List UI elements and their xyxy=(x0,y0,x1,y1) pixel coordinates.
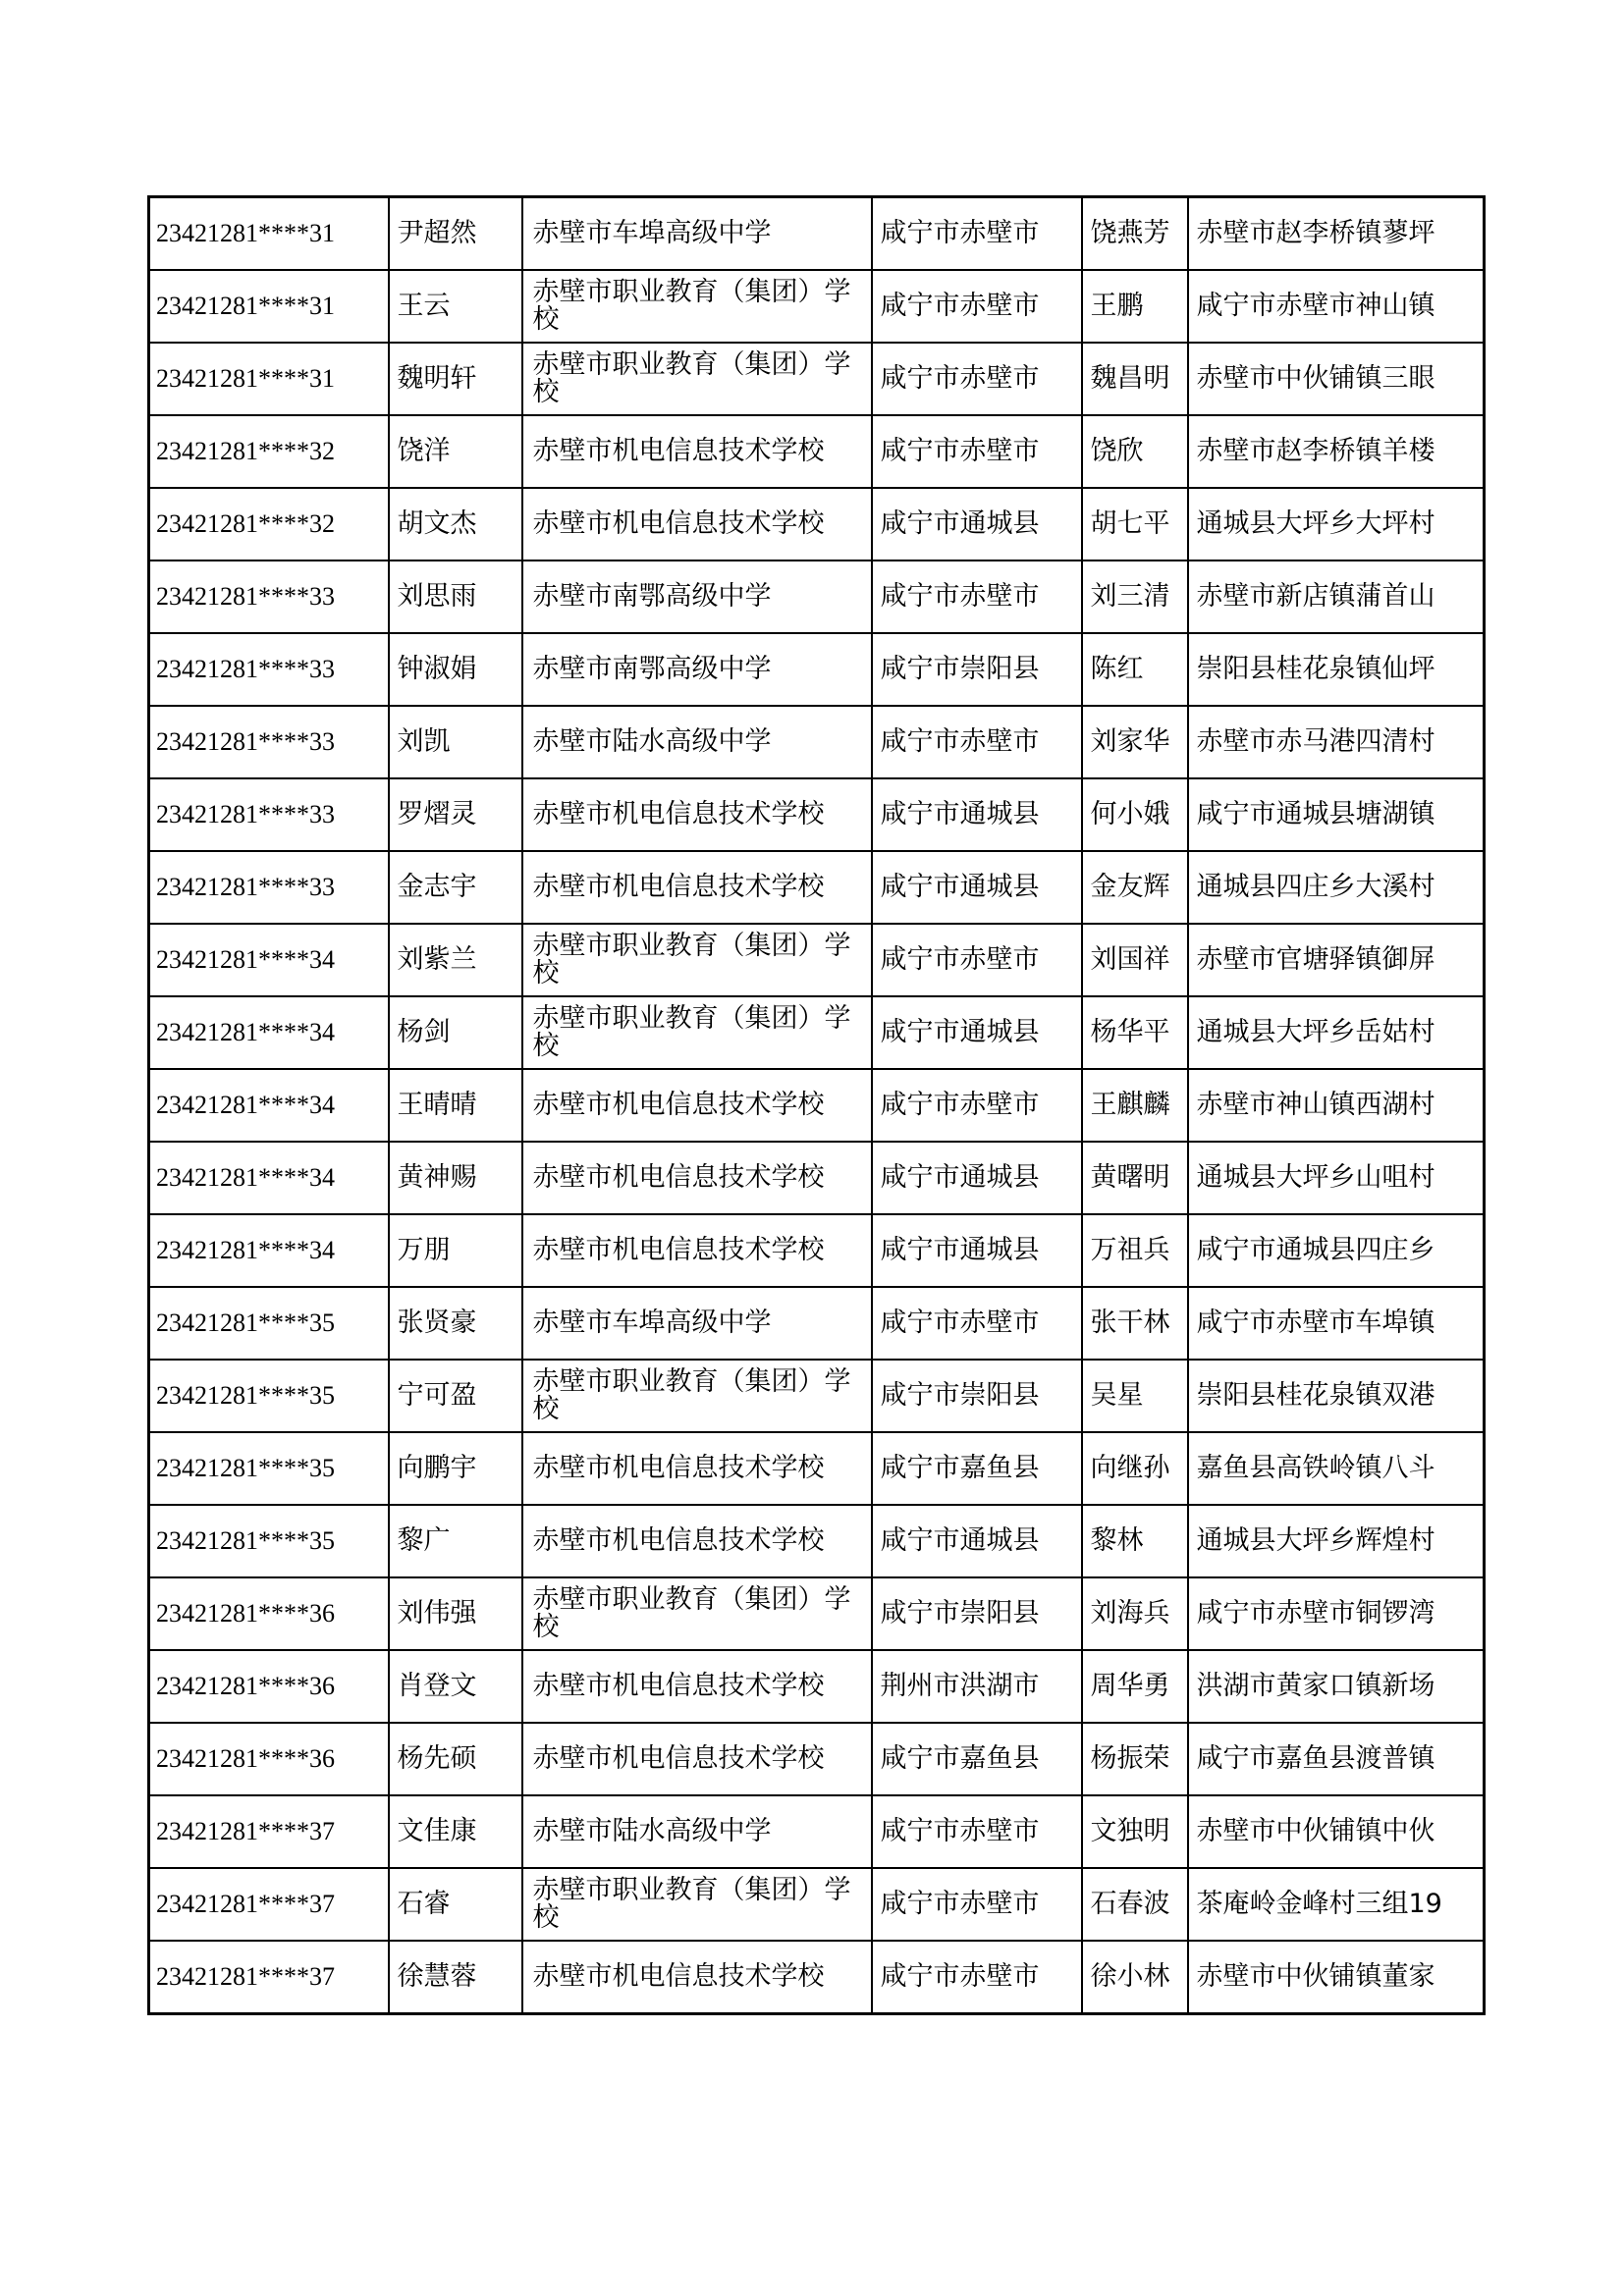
school-cell: 赤壁市机电信息技术学校 xyxy=(522,1214,872,1287)
student-name-cell: 肖登文 xyxy=(389,1650,522,1723)
table-row xyxy=(149,1577,1485,1650)
table-row xyxy=(149,1432,1485,1505)
table-row xyxy=(149,851,1485,924)
table-row xyxy=(149,706,1485,778)
region-cell: 咸宁市通城县 xyxy=(872,488,1082,561)
guardian-name-cell: 吴星 xyxy=(1082,1360,1188,1432)
school-cell: 赤壁市职业教育（集团）学校 xyxy=(522,1577,872,1650)
address-cell: 赤壁市赵李桥镇蓼坪 xyxy=(1188,197,1485,271)
region-cell: 咸宁市通城县 xyxy=(872,1214,1082,1287)
table-row xyxy=(149,1650,1485,1723)
student-name-cell: 万朋 xyxy=(389,1214,522,1287)
address-cell: 咸宁市通城县四庄乡 xyxy=(1188,1214,1485,1287)
address-cell: 茶庵岭金峰村三组19 xyxy=(1188,1868,1485,1941)
school-cell: 赤壁市机电信息技术学校 xyxy=(522,488,872,561)
guardian-name-cell: 胡七平 xyxy=(1082,488,1188,561)
region-cell: 咸宁市赤壁市 xyxy=(872,1287,1082,1360)
address-cell: 洪湖市黄家口镇新场 xyxy=(1188,1650,1485,1723)
student-id-cell: 23421281****37 xyxy=(149,1795,389,1868)
region-cell: 咸宁市崇阳县 xyxy=(872,1360,1082,1432)
table-row xyxy=(149,1505,1485,1577)
table-row xyxy=(149,924,1485,996)
student-id-cell: 23421281****37 xyxy=(149,1941,389,2014)
student-id-cell: 23421281****33 xyxy=(149,633,389,706)
school-cell: 赤壁市职业教育（集团）学校 xyxy=(522,1868,872,1941)
table-row xyxy=(149,1142,1485,1214)
address-cell: 咸宁市嘉鱼县渡普镇 xyxy=(1188,1723,1485,1795)
guardian-name-cell: 杨振荣 xyxy=(1082,1723,1188,1795)
table-row xyxy=(149,561,1485,633)
region-cell: 咸宁市通城县 xyxy=(872,996,1082,1069)
student-id-cell: 23421281****35 xyxy=(149,1432,389,1505)
student-id-cell: 23421281****34 xyxy=(149,924,389,996)
table-row xyxy=(149,633,1485,706)
region-cell: 咸宁市通城县 xyxy=(872,1142,1082,1214)
table-row xyxy=(149,343,1485,415)
student-id-cell: 23421281****31 xyxy=(149,197,389,271)
region-cell: 咸宁市赤壁市 xyxy=(872,343,1082,415)
student-name-cell: 刘凯 xyxy=(389,706,522,778)
student-id-cell: 23421281****34 xyxy=(149,1142,389,1214)
guardian-name-cell: 黄曙明 xyxy=(1082,1142,1188,1214)
address-cell: 通城县大坪乡山咀村 xyxy=(1188,1142,1485,1214)
student-id-cell: 23421281****32 xyxy=(149,488,389,561)
guardian-name-cell: 饶燕芳 xyxy=(1082,197,1188,271)
school-cell: 赤壁市机电信息技术学校 xyxy=(522,1142,872,1214)
table-row xyxy=(149,1795,1485,1868)
school-cell: 赤壁市车埠高级中学 xyxy=(522,197,872,271)
school-cell: 赤壁市陆水高级中学 xyxy=(522,706,872,778)
region-cell: 咸宁市赤壁市 xyxy=(872,924,1082,996)
address-cell: 咸宁市通城县塘湖镇 xyxy=(1188,778,1485,851)
guardian-name-cell: 周华勇 xyxy=(1082,1650,1188,1723)
student-name-cell: 王云 xyxy=(389,270,522,343)
guardian-name-cell: 陈红 xyxy=(1082,633,1188,706)
student-id-cell: 23421281****36 xyxy=(149,1650,389,1723)
student-id-cell: 23421281****34 xyxy=(149,1069,389,1142)
student-name-cell: 宁可盈 xyxy=(389,1360,522,1432)
address-cell: 咸宁市赤壁市车埠镇 xyxy=(1188,1287,1485,1360)
student-name-cell: 金志宇 xyxy=(389,851,522,924)
student-name-cell: 徐慧蓉 xyxy=(389,1941,522,2014)
school-cell: 赤壁市职业教育（集团）学校 xyxy=(522,343,872,415)
table-row xyxy=(149,778,1485,851)
region-cell: 咸宁市赤壁市 xyxy=(872,706,1082,778)
address-cell: 赤壁市赤马港四清村 xyxy=(1188,706,1485,778)
guardian-name-cell: 饶欣 xyxy=(1082,415,1188,488)
student-name-cell: 罗熠灵 xyxy=(389,778,522,851)
school-cell: 赤壁市南鄂高级中学 xyxy=(522,561,872,633)
student-name-cell: 刘思雨 xyxy=(389,561,522,633)
school-cell: 赤壁市机电信息技术学校 xyxy=(522,851,872,924)
school-cell: 赤壁市陆水高级中学 xyxy=(522,1795,872,1868)
region-cell: 咸宁市赤壁市 xyxy=(872,1941,1082,2014)
student-id-cell: 23421281****36 xyxy=(149,1723,389,1795)
table-row xyxy=(149,1287,1485,1360)
student-id-cell: 23421281****35 xyxy=(149,1287,389,1360)
guardian-name-cell: 何小娥 xyxy=(1082,778,1188,851)
address-cell: 赤壁市官塘驿镇御屏 xyxy=(1188,924,1485,996)
guardian-name-cell: 杨华平 xyxy=(1082,996,1188,1069)
region-cell: 咸宁市崇阳县 xyxy=(872,633,1082,706)
school-cell: 赤壁市机电信息技术学校 xyxy=(522,1505,872,1577)
student-name-cell: 黄神赐 xyxy=(389,1142,522,1214)
guardian-name-cell: 王麒麟 xyxy=(1082,1069,1188,1142)
table-row xyxy=(149,1723,1485,1795)
student-name-cell: 刘伟强 xyxy=(389,1577,522,1650)
region-cell: 咸宁市赤壁市 xyxy=(872,1868,1082,1941)
school-cell: 赤壁市职业教育（集团）学校 xyxy=(522,270,872,343)
student-name-cell: 魏明轩 xyxy=(389,343,522,415)
student-roster-table xyxy=(147,195,1486,2015)
student-name-cell: 饶洋 xyxy=(389,415,522,488)
guardian-name-cell: 万祖兵 xyxy=(1082,1214,1188,1287)
student-id-cell: 23421281****33 xyxy=(149,561,389,633)
school-cell: 赤壁市机电信息技术学校 xyxy=(522,778,872,851)
region-cell: 咸宁市嘉鱼县 xyxy=(872,1723,1082,1795)
address-cell: 嘉鱼县高铁岭镇八斗 xyxy=(1188,1432,1485,1505)
school-cell: 赤壁市车埠高级中学 xyxy=(522,1287,872,1360)
guardian-name-cell: 刘国祥 xyxy=(1082,924,1188,996)
address-cell: 通城县大坪乡大坪村 xyxy=(1188,488,1485,561)
guardian-name-cell: 王鹏 xyxy=(1082,270,1188,343)
student-id-cell: 23421281****35 xyxy=(149,1360,389,1432)
table-row xyxy=(149,1868,1485,1941)
student-name-cell: 胡文杰 xyxy=(389,488,522,561)
school-cell: 赤壁市职业教育（集团）学校 xyxy=(522,924,872,996)
student-name-cell: 文佳康 xyxy=(389,1795,522,1868)
guardian-name-cell: 向继孙 xyxy=(1082,1432,1188,1505)
address-cell: 通城县大坪乡岳姑村 xyxy=(1188,996,1485,1069)
region-cell: 咸宁市赤壁市 xyxy=(872,1795,1082,1868)
student-name-cell: 刘紫兰 xyxy=(389,924,522,996)
address-cell: 通城县四庄乡大溪村 xyxy=(1188,851,1485,924)
region-cell: 咸宁市赤壁市 xyxy=(872,1069,1082,1142)
region-cell: 咸宁市崇阳县 xyxy=(872,1577,1082,1650)
student-id-cell: 23421281****34 xyxy=(149,996,389,1069)
student-id-cell: 23421281****36 xyxy=(149,1577,389,1650)
address-cell: 崇阳县桂花泉镇仙坪 xyxy=(1188,633,1485,706)
address-cell: 赤壁市中伙铺镇董家 xyxy=(1188,1941,1485,2014)
guardian-name-cell: 魏昌明 xyxy=(1082,343,1188,415)
table-row xyxy=(149,1360,1485,1432)
student-id-cell: 23421281****33 xyxy=(149,706,389,778)
table-row xyxy=(149,488,1485,561)
guardian-name-cell: 金友辉 xyxy=(1082,851,1188,924)
school-cell: 赤壁市职业教育（集团）学校 xyxy=(522,1360,872,1432)
student-id-cell: 23421281****32 xyxy=(149,415,389,488)
guardian-name-cell: 黎林 xyxy=(1082,1505,1188,1577)
region-cell: 咸宁市通城县 xyxy=(872,851,1082,924)
table-row xyxy=(149,197,1485,271)
region-cell: 咸宁市赤壁市 xyxy=(872,270,1082,343)
table-row xyxy=(149,1069,1485,1142)
student-id-cell: 23421281****33 xyxy=(149,778,389,851)
school-cell: 赤壁市机电信息技术学校 xyxy=(522,1650,872,1723)
table-row xyxy=(149,415,1485,488)
address-cell: 咸宁市赤壁市神山镇 xyxy=(1188,270,1485,343)
address-cell: 赤壁市中伙铺镇中伙 xyxy=(1188,1795,1485,1868)
address-cell: 咸宁市赤壁市铜锣湾 xyxy=(1188,1577,1485,1650)
address-cell: 赤壁市中伙铺镇三眼 xyxy=(1188,343,1485,415)
student-name-cell: 黎广 xyxy=(389,1505,522,1577)
student-name-cell: 向鹏宇 xyxy=(389,1432,522,1505)
school-cell: 赤壁市职业教育（集团）学校 xyxy=(522,996,872,1069)
student-name-cell: 尹超然 xyxy=(389,197,522,271)
table-row xyxy=(149,1941,1485,2014)
school-cell: 赤壁市机电信息技术学校 xyxy=(522,1941,872,2014)
table-row xyxy=(149,996,1485,1069)
student-id-cell: 23421281****35 xyxy=(149,1505,389,1577)
region-cell: 咸宁市赤壁市 xyxy=(872,197,1082,271)
region-cell: 咸宁市嘉鱼县 xyxy=(872,1432,1082,1505)
student-name-cell: 杨先硕 xyxy=(389,1723,522,1795)
student-id-cell: 23421281****33 xyxy=(149,851,389,924)
student-id-cell: 23421281****31 xyxy=(149,343,389,415)
region-cell: 咸宁市赤壁市 xyxy=(872,415,1082,488)
school-cell: 赤壁市机电信息技术学校 xyxy=(522,415,872,488)
school-cell: 赤壁市机电信息技术学校 xyxy=(522,1432,872,1505)
address-cell: 赤壁市新店镇蒲首山 xyxy=(1188,561,1485,633)
school-cell: 赤壁市南鄂高级中学 xyxy=(522,633,872,706)
student-name-cell: 杨剑 xyxy=(389,996,522,1069)
guardian-name-cell: 刘家华 xyxy=(1082,706,1188,778)
address-cell: 赤壁市神山镇西湖村 xyxy=(1188,1069,1485,1142)
student-name-cell: 钟淑娟 xyxy=(389,633,522,706)
student-id-cell: 23421281****37 xyxy=(149,1868,389,1941)
region-cell: 咸宁市通城县 xyxy=(872,778,1082,851)
roster-body xyxy=(149,197,1485,2014)
guardian-name-cell: 徐小林 xyxy=(1082,1941,1188,2014)
address-cell: 通城县大坪乡辉煌村 xyxy=(1188,1505,1485,1577)
region-cell: 荆州市洪湖市 xyxy=(872,1650,1082,1723)
address-cell: 赤壁市赵李桥镇羊楼 xyxy=(1188,415,1485,488)
guardian-name-cell: 刘海兵 xyxy=(1082,1577,1188,1650)
table-row xyxy=(149,1214,1485,1287)
school-cell: 赤壁市机电信息技术学校 xyxy=(522,1723,872,1795)
student-id-cell: 23421281****31 xyxy=(149,270,389,343)
region-cell: 咸宁市赤壁市 xyxy=(872,561,1082,633)
student-name-cell: 张贤豪 xyxy=(389,1287,522,1360)
student-name-cell: 石睿 xyxy=(389,1868,522,1941)
guardian-name-cell: 文独明 xyxy=(1082,1795,1188,1868)
student-id-cell: 23421281****34 xyxy=(149,1214,389,1287)
guardian-name-cell: 刘三清 xyxy=(1082,561,1188,633)
guardian-name-cell: 石春波 xyxy=(1082,1868,1188,1941)
student-name-cell: 王晴晴 xyxy=(389,1069,522,1142)
guardian-name-cell: 张干林 xyxy=(1082,1287,1188,1360)
table-row xyxy=(149,270,1485,343)
region-cell: 咸宁市通城县 xyxy=(872,1505,1082,1577)
school-cell: 赤壁市机电信息技术学校 xyxy=(522,1069,872,1142)
address-cell: 崇阳县桂花泉镇双港 xyxy=(1188,1360,1485,1432)
